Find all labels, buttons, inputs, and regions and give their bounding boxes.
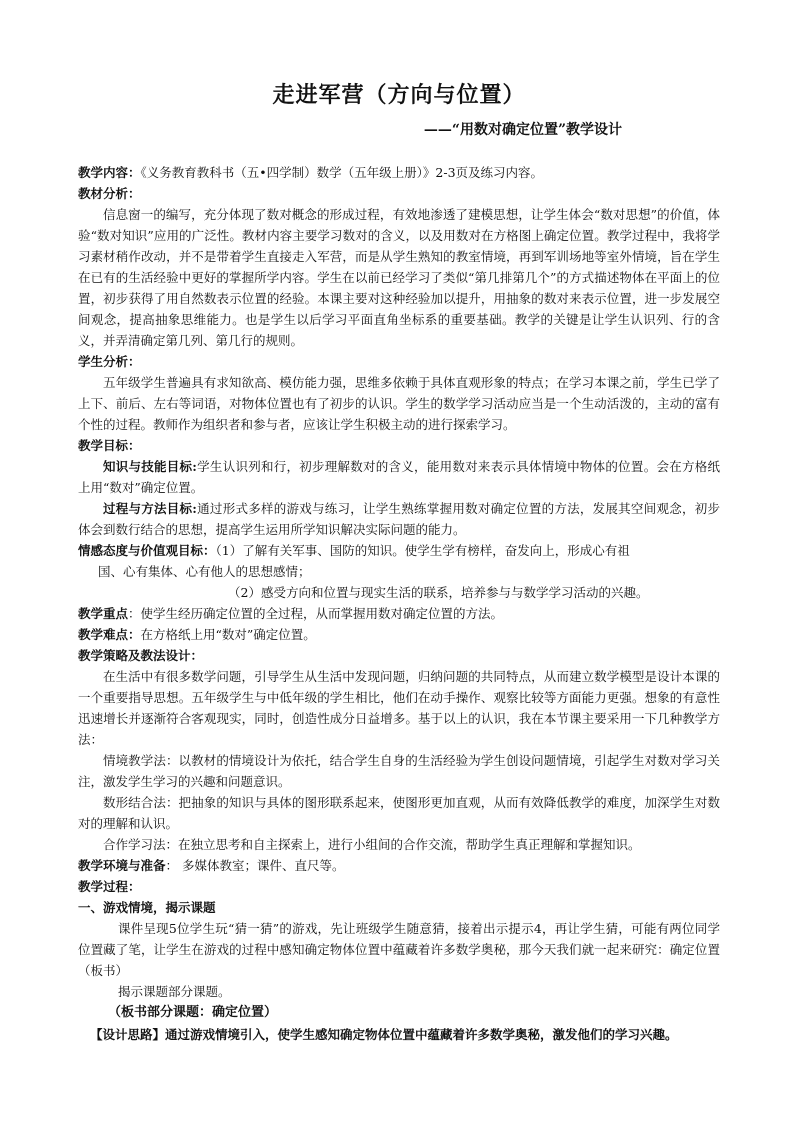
environment-text: ： 多媒体教室；课件、直尺等。: [165, 858, 345, 873]
process-paragraph-1: 课件呈现5位学生玩“猜一猜”的游戏，先让班级学生随意猜，接着出示提示4，再让学生猜，可能有两位同学位置藏了笔，让学生在游戏的过程中感知确定物体位置中蕴藏着许多数学奥秘，那今天我们就一起来研究：确定位置（板书）: [78, 921, 720, 978]
key-point-line: [78, 603, 720, 624]
process-section-1-heading: 一、游戏情境，揭示课题: [78, 900, 216, 915]
document-page: [78, 80, 720, 1045]
process-paragraph-2: 揭示课题部分课题。: [118, 984, 231, 999]
difficulty-label: 教学难点：: [78, 627, 141, 642]
emotion-goal-text-1a: （1）了解有关军事、国防的知识。使学生学有榜样，奋发向上，形成心有祖: [215, 543, 630, 558]
process-goal-text: 通过形式多样的游戏与练习，让学生熟练掌握用数对确定位置的方法，发展其空间观念，初步体会到数行结合的思想，提高学生运用所学知识解决实际问题的能力。: [78, 501, 720, 537]
difficulty-text: 在方格纸上用“数对”确定位置。: [140, 627, 316, 642]
document-subtitle: ——“用数对确定位置”教学设计: [423, 122, 622, 138]
strategy-paragraph-4: 合作学习法：在独立思考和自主探索上，进行小组间的合作交流，帮助学生真正理解和掌握知识。: [103, 837, 641, 852]
emotion-goal-label: 情感态度与价值观目标：: [78, 543, 216, 558]
process-goal-label: 过程与方法目标:: [103, 501, 197, 516]
student-analysis-heading: 学生分析：: [78, 354, 141, 369]
emotion-goal-text-1b: 国、心有集体、心有他人的思想感情；: [98, 564, 311, 579]
environment-line: [78, 855, 720, 876]
content-text: 《义务教育教科书（五•四学制）数学（五年级上册）》2-3页及练习内容。: [140, 165, 544, 180]
document-title: 走进军营（方向与位置）: [272, 82, 526, 108]
goals-heading: 教学目标：: [78, 438, 141, 453]
environment-label: 教学环境与准备: [78, 858, 166, 873]
knowledge-goal-label: 知识与技能目标:: [103, 459, 197, 474]
process-heading: 教学过程：: [78, 879, 141, 894]
content-line: [78, 162, 720, 183]
student-analysis-text: 五年级学生普遍具有求知欲高、模仿能力强，思维多依赖于具体直观形象的特点；在学习本课之前，学生已学了上下、前后、左右等词语，对物体位置也有了初步的认识。学生的数学学习活动应当是一个生动活泼的，主动的富有个性的过程。教师作为组织者和参与者，应该让学生积极主动的进行探索学习。: [78, 375, 720, 432]
strategy-heading: 教学策略及教法设计：: [78, 648, 204, 663]
strategy-paragraph-3: 数形结合法：把抽象的知识与具体的图形联系起来，使图形更加直观，从而有效降低教学的难度，加深学生对数对的理解和认识。: [78, 795, 720, 831]
design-idea: 【设计思路】通过游戏情境引入，使学生感知确定物体位置中蕴藏着许多数学奥秘，激发他们的学习兴趣。: [90, 1027, 678, 1042]
knowledge-goal-text: 学生认识列和行，初步理解数对的含义，能用数对来表示具体情境中物体的位置。会在方格纸上用“数对”确定位置。: [78, 459, 720, 495]
strategy-paragraph-1: 在生活中有很多数学问题，引导学生从生活中发现问题，归纳问题的共同特点，从而建立数学模型是设计本课的一个重要指导思想。五年级学生与中低年级的学生相比，他们在动手操作、观察比较等方面能力更强。想象的有意性迅速增长并逐渐符合客观现实，同时，创造性成分日益增多。基于以上的认识，我在本节课主要采用一下几种教学方法：: [78, 669, 720, 747]
process-goal: [78, 498, 720, 540]
difficulty-line: [78, 624, 720, 645]
knowledge-goal: [78, 456, 720, 498]
key-point-text: ：使学生经历确定位置的全过程，从而掌握用数对确定位置的方法。: [128, 606, 504, 621]
board-note: （板书部分课题：确定位置）: [108, 1005, 278, 1020]
emotion-goal-text-2: （2）感受方向和位置与现实生活的联系，培养参与与数学学习活动的兴趣。: [228, 585, 649, 600]
strategy-paragraph-2: 情境教学法：以教材的情境设计为依托，结合学生自身的生活经验为学生创设问题情境，引起学生对数对学习关注，激发学生学习的兴趣和问题意识。: [78, 753, 720, 789]
material-analysis-heading: 教材分析：: [78, 186, 141, 201]
material-analysis-text: 信息窗一的编写，充分体现了数对概念的形成过程，有效地渗透了建模思想，让学生体会“数对思想”的价值，体验“数对知识”应用的广泛性。教材内容主要学习数对的含义，以及用数对在方格图上确定位置。教学过程中，我将学习素材稍作改动，并不是带着学生直接走入军营，而是从学生熟知的教室情境，再到军训场地等室外情境，旨在学生在已有的生活经验中更好的掌握所学内容。学生在以前已经学习了类似“第几排第几个”的方式描述物体在平面上的位置，初步获得了用自然数表示位置的经验。本课主要对这种经验加以提升，用抽象的数对来表示位置，进一步发展空间观念，提高抽象思维能力。也是学生以后学习平面直角坐标系的重要基础。教学的关键是让学生认识列、行的含义，并弄清确定第几列、第几行的规则。: [78, 207, 720, 348]
content-label: 教学内容：: [78, 165, 141, 180]
emotion-goal: [78, 540, 720, 561]
key-point-label: 教学重点: [78, 606, 129, 621]
